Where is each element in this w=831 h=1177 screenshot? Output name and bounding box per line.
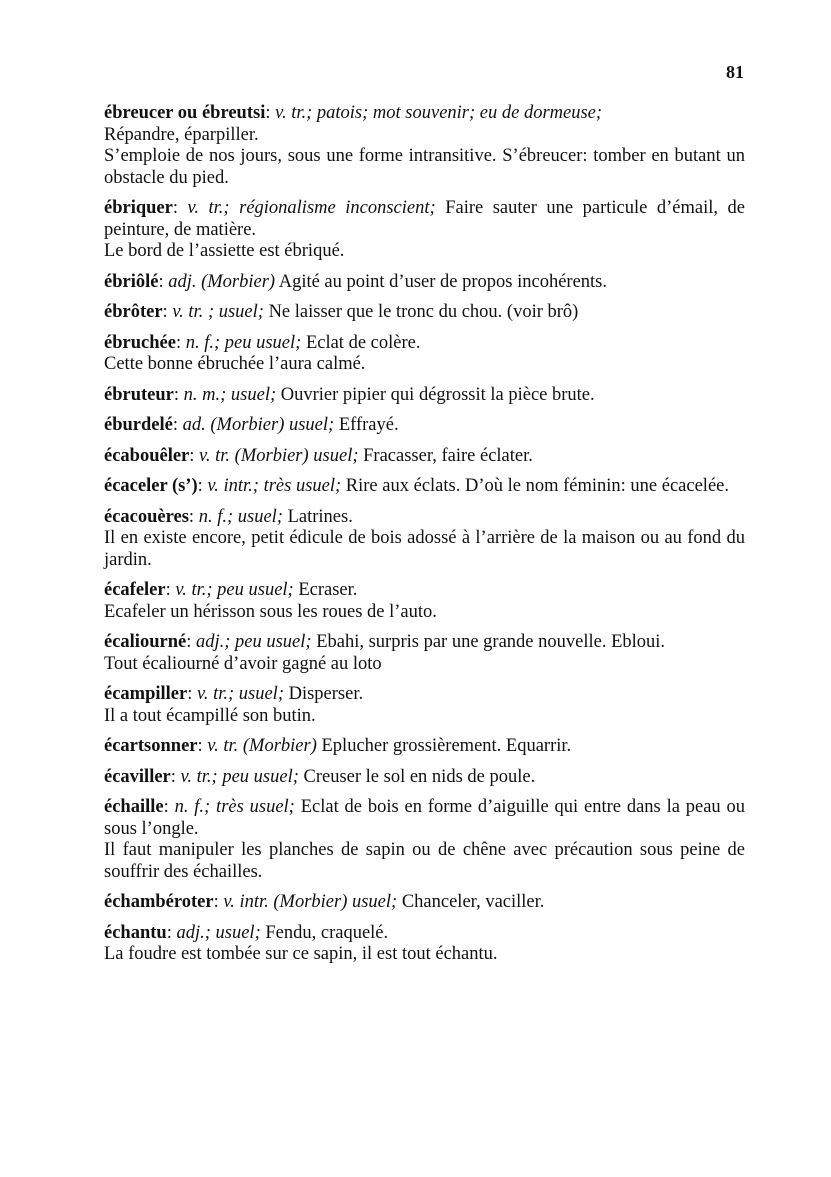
- entry-definition: Faire sauter une particule d’émail, de peinture, de matière.: [104, 198, 746, 240]
- entry-example: Il a tout écampillé son butin.: [104, 705, 316, 726]
- dictionary-entry: [104, 507, 745, 572]
- entry-example: Cette bonne ébruchée l’aura calmé.: [104, 354, 366, 374]
- dictionary-entry: [104, 684, 745, 727]
- entry-example: Le bord de l’assiette est ébriqué.: [104, 241, 345, 261]
- entry-grammar: v. tr. (Morbier): [207, 736, 317, 756]
- entry-grammar: n. m.; usuel;: [183, 384, 277, 405]
- entry-first-line: écaceler (s’): v. intr.; très usuel; Rire aux éclats. D’où le nom féminin: une écacelée.: [104, 476, 729, 496]
- entry-first-line: écafeler: v. tr.; peu usuel; Ecraser.: [104, 580, 358, 600]
- entry-definition: Fendu, craquelé.: [265, 922, 389, 943]
- entry-grammar: v. tr.; régionalisme inconscient;: [187, 198, 436, 218]
- entry-headword: écacouères: [104, 506, 189, 527]
- entry-headword: échambéroter: [104, 892, 214, 912]
- entry-first-line: écaliourné: adj.; peu usuel; Ebahi, surpris par une grande nouvelle. Ebloui.: [104, 632, 666, 652]
- entry-grammar: v. tr.; peu usuel;: [175, 580, 294, 600]
- entry-definition: Disperser.: [288, 684, 364, 704]
- entry-definition: Ouvrier pipier qui dégrossit la pièce brute.: [280, 384, 595, 405]
- entry-headword: écafeler: [104, 580, 166, 600]
- entry-definition: Creuser le sol en nids de poule.: [303, 766, 536, 787]
- dictionary-entry: [104, 198, 745, 263]
- entry-headword: écaviller: [104, 766, 171, 787]
- entry-first-line: ébriquer: v. tr.; régionalisme inconscient; Faire sauter une particule d’émail, de peinture, de matière.: [104, 198, 746, 240]
- entry-headword: écaceler (s’): [104, 476, 198, 496]
- entry-definition: Rire aux éclats. D’où le nom féminin: une écacelée.: [345, 476, 729, 496]
- entry-first-line: écacouères: n. f.; usuel; Latrines.: [104, 506, 353, 527]
- dictionary-entries: [104, 103, 745, 975]
- entry-first-line: échantu: adj.; usuel; Fendu, craquelé.: [104, 922, 389, 943]
- entry-example: Ecafeler un hérisson sous les roues de l’auto.: [104, 601, 437, 622]
- entry-headword: ébruchée: [104, 332, 176, 353]
- entry-grammar: v. tr. (Morbier) usuel;: [199, 445, 359, 466]
- entry-example: Tout écaliourné d’avoir gagné au loto: [104, 653, 382, 674]
- dictionary-entry: [104, 892, 745, 914]
- entry-grammar: adj.; usuel;: [176, 922, 261, 943]
- entry-first-line: écartsonner: v. tr. (Morbier) Eplucher grossièrement. Equarrir.: [104, 736, 572, 756]
- entry-headword: écartsonner: [104, 736, 198, 756]
- dictionary-entry: [104, 632, 745, 675]
- entry-grammar: adj. (Morbier): [168, 271, 276, 292]
- dictionary-entry: [104, 333, 745, 376]
- entry-definition: Ecraser.: [298, 580, 358, 600]
- entry-headword: éburdelé: [104, 415, 173, 435]
- entry-headword: ébrôter: [104, 302, 163, 322]
- dictionary-entry: [104, 272, 745, 294]
- dictionary-entry: [104, 476, 745, 498]
- dictionary-entry: [104, 446, 745, 468]
- entry-headword: ébruteur: [104, 384, 174, 405]
- entry-definition: Agité au point d’user de propos incohérents.: [278, 271, 607, 292]
- dictionary-entry: [104, 385, 745, 407]
- entry-first-line: ébrôter: v. tr. ; usuel; Ne laisser que le tronc du chou. (voir brô): [104, 302, 579, 322]
- entry-grammar: v. tr.; usuel;: [196, 684, 284, 704]
- entry-grammar: n. f.; usuel;: [198, 506, 283, 527]
- entry-first-line: échambéroter: v. intr. (Morbier) usuel; Chanceler, vaciller.: [104, 892, 545, 912]
- entry-first-line: échaille: n. f.; très usuel; Eclat de bois en forme d’aiguille qui entre dans la peau ou sous l’ongle.: [104, 797, 746, 839]
- entry-headword: écabouêler: [104, 445, 190, 466]
- entry-headword: écampiller: [104, 684, 188, 704]
- entry-first-line: ébriôlé: adj. (Morbier) Agité au point d’user de propos incohérents.: [104, 271, 607, 292]
- entry-definition: Eclat de colère.: [305, 332, 421, 353]
- dictionary-entry: [104, 923, 745, 966]
- dictionary-entry: [104, 797, 745, 883]
- entry-grammar: v. tr.; peu usuel;: [180, 766, 299, 787]
- entry-grammar: v. tr. ; usuel;: [172, 302, 264, 322]
- dictionary-entry: [104, 415, 745, 437]
- entry-first-line: écaviller: v. tr.; peu usuel; Creuser le sol en nids de poule.: [104, 766, 536, 787]
- entry-first-line: ébruteur: n. m.; usuel; Ouvrier pipier qui dégrossit la pièce brute.: [104, 384, 595, 405]
- entry-example: La foudre est tombée sur ce sapin, il est tout échantu.: [104, 944, 498, 964]
- entry-definition: Eclat de bois en forme d’aiguille qui entre dans la peau ou sous l’ongle.: [104, 797, 746, 839]
- entry-example: S’emploie de nos jours, sous une forme intransitive. S’ébreucer: tomber en butant un obstacle du pied.: [104, 146, 745, 188]
- entry-example: Il en existe encore, petit édicule de bois adossé à l’arrière de la maison ou au fond du jardin.: [104, 528, 745, 570]
- entry-definition: Effrayé.: [338, 415, 399, 435]
- entry-first-line: éburdelé: ad. (Morbier) usuel; Effrayé.: [104, 415, 399, 435]
- entry-grammar: v. tr.; patois; mot souvenir; eu de dormeuse;: [275, 103, 603, 123]
- entry-definition: Latrines.: [287, 506, 353, 527]
- entry-headword: ébriquer: [104, 198, 173, 218]
- entry-grammar: v. intr.; très usuel;: [207, 476, 342, 496]
- entry-definition: Fracasser, faire éclater.: [363, 445, 533, 466]
- entry-first-line: ébruchée: n. f.; peu usuel; Eclat de colère.: [104, 332, 421, 353]
- entry-grammar: ad. (Morbier) usuel;: [182, 415, 335, 435]
- entry-definition: Ne laisser que le tronc du chou. (voir brô): [268, 302, 579, 322]
- dictionary-entry: [104, 302, 745, 324]
- entry-headword: ébreucer ou ébreutsi: [104, 103, 266, 123]
- entry-headword: échantu: [104, 922, 167, 943]
- entry-example: Répandre, éparpiller.: [104, 124, 259, 145]
- entry-grammar: v. intr. (Morbier) usuel;: [223, 892, 398, 912]
- dictionary-entry: [104, 103, 745, 189]
- entry-first-line: ébreucer ou ébreutsi: v. tr.; patois; mot souvenir; eu de dormeuse;: [104, 103, 603, 123]
- entry-grammar: adj.; peu usuel;: [195, 632, 312, 652]
- entry-grammar: n. f.; peu usuel;: [185, 332, 302, 353]
- dictionary-entry: [104, 580, 745, 623]
- entry-first-line: écabouêler: v. tr. (Morbier) usuel; Fracasser, faire éclater.: [104, 445, 533, 466]
- entry-headword: ébriôlé: [104, 271, 159, 292]
- entry-definition: Ebahi, surpris par une grande nouvelle. Ebloui.: [316, 632, 666, 652]
- entry-example: Il faut manipuler les planches de sapin ou de chêne avec précaution sous peine de souffrir des échailles.: [104, 840, 745, 882]
- entry-headword: écaliourné: [104, 632, 187, 652]
- dictionary-entry: [104, 767, 745, 789]
- entry-first-line: écampiller: v. tr.; usuel; Disperser.: [104, 684, 364, 704]
- entry-definition: Eplucher grossièrement. Equarrir.: [321, 736, 572, 756]
- entry-grammar: n. f.; très usuel;: [174, 797, 295, 817]
- dictionary-entry: [104, 736, 745, 758]
- entry-definition: Chanceler, vaciller.: [401, 892, 545, 912]
- page-number: 81: [726, 62, 744, 82]
- entry-headword: échaille: [104, 797, 164, 817]
